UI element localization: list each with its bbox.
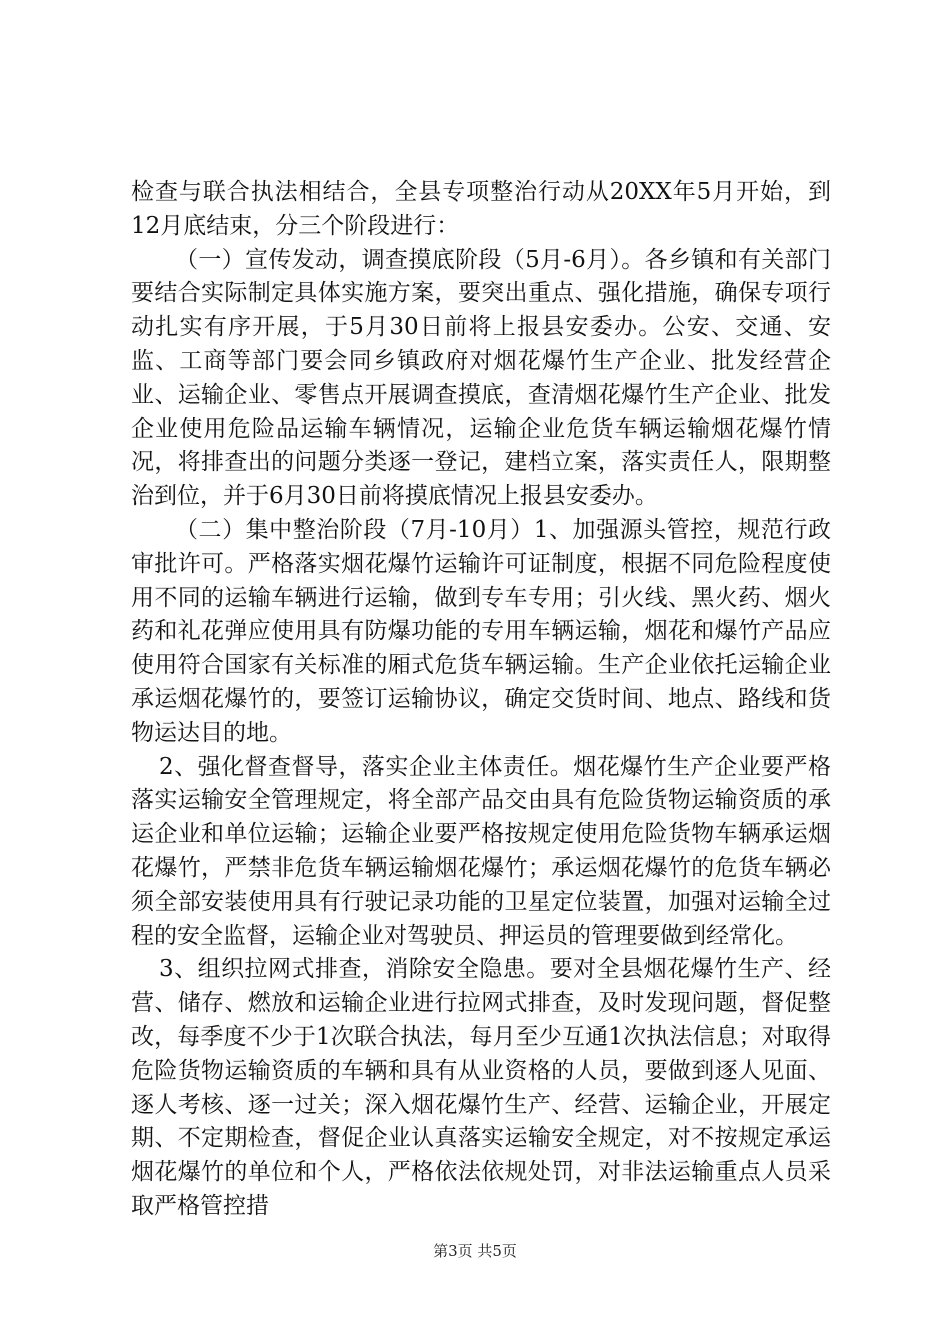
paragraph-1: 检查与联合执法相结合，全县专项整治行动从20XX年5月开始，到12月底结束，分三个阶段进行： xyxy=(131,179,831,239)
paragraph-4: 2、强化督查督导，落实企业主体责任。烟花爆竹生产企业要严格落实运输安全管理规定，将全部产品交由具有危险货物运输资质的承运企业和单位运输；运输企业要严格按规定使用危险货物车辆承运烟花爆竹，严禁非危货车辆运输烟花爆竹；承运烟花爆竹的危货车辆必须全部安装使用具有行驶记录功能的卫星定位装置，加强对运输全过程的安全监督，运输企业对驾驶员、押运员的管理要做到经常化。 xyxy=(131,753,831,949)
document-body xyxy=(131,176,831,1224)
paragraph-5: 3、组织拉网式排查，消除安全隐患。要对全县烟花爆竹生产、经营、储存、燃放和运输企业进行拉网式排查，及时发现问题，督促整改，每季度不少于1次联合执法，每月至少互通1次执法信息；对取得危险货物运输资质的车辆和具有从业资格的人员，要做到逐人见面、逐人考核、逐一过关；深入烟花爆竹生产、经营、运输企业，开展定期、不定期检查，督促企业认真落实运输安全规定，对不按规定承运烟花爆竹的单位和个人，严格依法依规处罚，对非法运输重点人员采取严格管控措 xyxy=(131,956,831,1219)
page-footer: 第3页 共5页 xyxy=(433,1242,517,1260)
paragraph-2: （一）宣传发动，调查摸底阶段（5月-6月）。各乡镇和有关部门要结合实际制定具体实施方案，要突出重点、强化措施，确保专项行动扎实有序开展，于5月30日前将上报县安委办。公安、交通、安监、工商等部门要会同乡镇政府对烟花爆竹生产企业、批发经营企业、运输企业、零售点开展调查摸底，查清烟花爆竹生产企业、批发企业使用危险品运输车辆情况，运输企业危货车辆运输烟花爆竹情况，将排查出的问题分类逐一登记，建档立案，落实责任人，限期整治到位，并于6月30日前将摸底情况上报县安委办。 xyxy=(131,246,831,510)
paragraph-3: （二）集中整治阶段（7月-10月）1、加强源头管控，规范行政审批许可。严格落实烟花爆竹运输许可证制度，根据不同危险程度使用不同的运输车辆进行运输，做到专车专用；引火线、黑火药、烟火药和礼花弹应使用具有防爆功能的专用车辆运输，烟花和爆竹产品应使用符合国家有关标准的厢式危货车辆运输。生产企业依托运输企业承运烟花爆竹的，要签订运输协议，确定交货时间、地点、路线和货物运达目的地。 xyxy=(131,516,831,746)
